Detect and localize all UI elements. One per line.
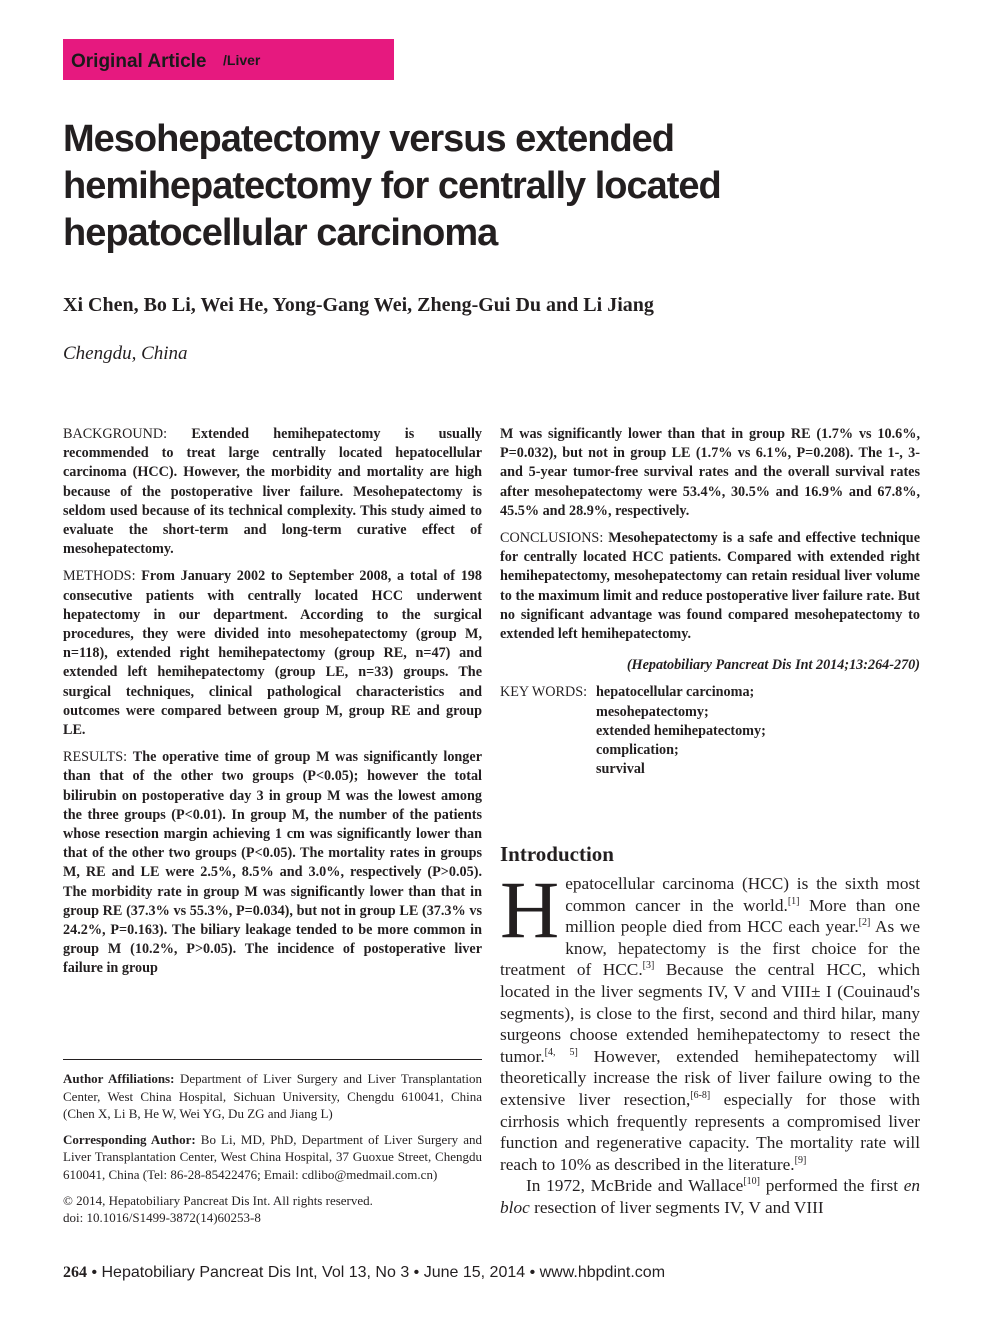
journal-citation: (Hepatobiliary Pancreat Dis Int 2014;13:264-270) bbox=[626, 657, 920, 674]
page-footer bbox=[63, 1264, 665, 1282]
citation-ref[interactable]: [2] bbox=[858, 917, 871, 929]
corresponding-author: Corresponding Author: Bo Li, MD, PhD, Department of Liver Surgery and Liver Transplantation Center, West China Hospital, 37 Guoxue Street, Chengdu 610041, China (Tel: 86-28-85422476; Email: cdlibo@medmail.com.cn) bbox=[63, 1131, 482, 1182]
drop-cap: H bbox=[500, 864, 560, 955]
abstract-conclusions: CONCLUSIONS: Mesohepatectomy is a safe and effective technique for centrally located HCC patients. Compared with extended right hemihepatectomy, mesohepatectomy can retain residual liver volume to the maximum limit and reduce postoperative liver failure rate. But no significant advantage was found compared mesohepatectomy to extended left hemihepatectomy. bbox=[500, 530, 920, 643]
abstract-left-column bbox=[63, 425, 482, 987]
keyword: complication; bbox=[596, 742, 679, 759]
doi-link[interactable]: doi: 10.1016/S1499-3872(14)60253-8 bbox=[63, 1210, 261, 1226]
abstract-results: RESULTS: The operative time of group M was significantly longer than that of the other two groups (P<0.05); however the total bilirubin on postoperative day 3 in group M was the lowest among the three groups (P<0.01). In group M, the number of the patients whose resection margin achieving 1 cm was significantly lower than that of the other two groups (P<0.05). The mortality rates in groups M, RE and LE were 2.5%, 8.5% and 3.0%, respectively (P>0.05). The morbidity rate in group M was significantly lower than that in group RE (37.3% vs 55.3%, P=0.034), but not in group LE (37.3% vs 24.2%, P=0.163). The biliary leakage tended to be more common in group M (10.2%, P>0.05). The incidence of postoperative liver failure in group bbox=[63, 749, 482, 977]
abstract-methods: METHODS: From January 2002 to September 2008, a total of 198 consecutive patients with centrally located HCC underwent hepatectomy in our department. According to the surgical procedures, they were divided into mesohepatectomy (group M, n=118), extended right hemihepatectomy (group RE, n=47) and extended left hemihepatectomy (group LE, n=33) groups. The surgical techniques, clinical pathological characteristics and outcomes were compared between group M, group RE and group LE. bbox=[63, 568, 482, 739]
citation-ref[interactable]: [9] bbox=[794, 1154, 807, 1166]
author-location: Chengdu, China bbox=[63, 343, 188, 364]
keyword: survival bbox=[596, 761, 645, 778]
copyright: © 2014, Hepatobiliary Pancreat Dis Int. All rights reserved. bbox=[63, 1192, 373, 1208]
abstract-right-column bbox=[500, 425, 920, 779]
section-tag bbox=[63, 39, 394, 80]
keyword: mesohepatectomy; bbox=[596, 703, 709, 720]
introduction-body bbox=[500, 864, 920, 1219]
keywords-label: KEY WORDS: bbox=[500, 684, 588, 701]
author-list: Xi Chen, Bo Li, Wei He, Yong-Gang Wei, Zheng-Gui Du and Li Jiang bbox=[63, 294, 654, 316]
intro-paragraph: Hepatocellular carcinoma (HCC) is the sixth most common cancer in the world.[1] More than one million people died from HCC each year.[2] As we know, hepatectomy is the first choice for the treatment of HCC.[3] Because the central HCC, which located in the liver segments IV, V and VIII± I (Couinaud's segments), is close to the first, second and third hilar, many surgeons choose extended hemihepatectomy to resect the tumor.[4, 5] However, extended hemihepatectomy will theoretically increase the risk of liver failure owing to the extensive liver resection,[6-8] especially for those with cirrhosis which frequently represents a compromised liver function and regenerative capacity. The mortality rate will reach to 10% as described in the literature.[9] bbox=[500, 864, 920, 1174]
keywords bbox=[500, 683, 920, 779]
page-number: 264 bbox=[63, 1264, 87, 1281]
affiliation-notes bbox=[63, 1070, 482, 1227]
author-affiliations: Author Affiliations: Department of Liver Surgery and Liver Transplantation Center, West China Hospital, Sichuan University, Chengdu 610041, China (Chen X, Li B, He W, Wei YG, Du ZG and Jiang L) bbox=[63, 1071, 482, 1122]
citation-ref[interactable]: [3] bbox=[642, 960, 655, 972]
introduction-heading: Introduction bbox=[500, 842, 614, 866]
keyword: hepatocellular carcinoma; bbox=[596, 684, 755, 701]
citation-ref[interactable]: [4, 5] bbox=[544, 1046, 578, 1058]
citation-ref[interactable]: [1] bbox=[787, 895, 800, 907]
keyword-list bbox=[596, 683, 766, 779]
footnote-divider bbox=[63, 1059, 482, 1060]
citation-ref[interactable]: [6-8] bbox=[690, 1090, 711, 1102]
article-title: Mesohepatectomy versus extended hemihepatectomy for centrally located hepatocellular carcinoma bbox=[63, 118, 721, 254]
section-label: Original Article bbox=[71, 51, 207, 72]
intro-paragraph: In 1972, McBride and Wallace[10] performed the first en bloc resection of liver segments IV, V and VIII bbox=[500, 1176, 920, 1217]
abstract-background: BACKGROUND: Extended hemihepatectomy is usually recommended to treat large centrally located hepatocellular carcinoma (HCC). However, the morbidity and mortality are high because of the postoperative liver failure. Mesohepatectomy is seldom used because of its technical complexity. This study aimed to evaluate the short-term and long-term curative effect of mesohepatectomy. bbox=[63, 426, 482, 558]
subsection-label: /Liver bbox=[223, 52, 261, 68]
abstract-results-cont: M was significantly lower than that in group RE (1.7% vs 10.6%, P=0.032), but not in group LE (1.7% vs 6.1%, P=0.208). The 1-, 3- and 5-year tumor-free survival rates and the overall survival rates after mesohepatectomy were 53.4%, 30.5% and 16.9% and 67.8%, 45.5% and 28.9%, respectively. bbox=[500, 426, 920, 519]
keyword: extended hemihepatectomy; bbox=[596, 722, 766, 739]
citation-ref[interactable]: [10] bbox=[743, 1176, 760, 1188]
journal-info: • Hepatobiliary Pancreat Dis Int, Vol 13, No 3 • June 15, 2014 • www.hbpdint.com bbox=[91, 1264, 666, 1281]
